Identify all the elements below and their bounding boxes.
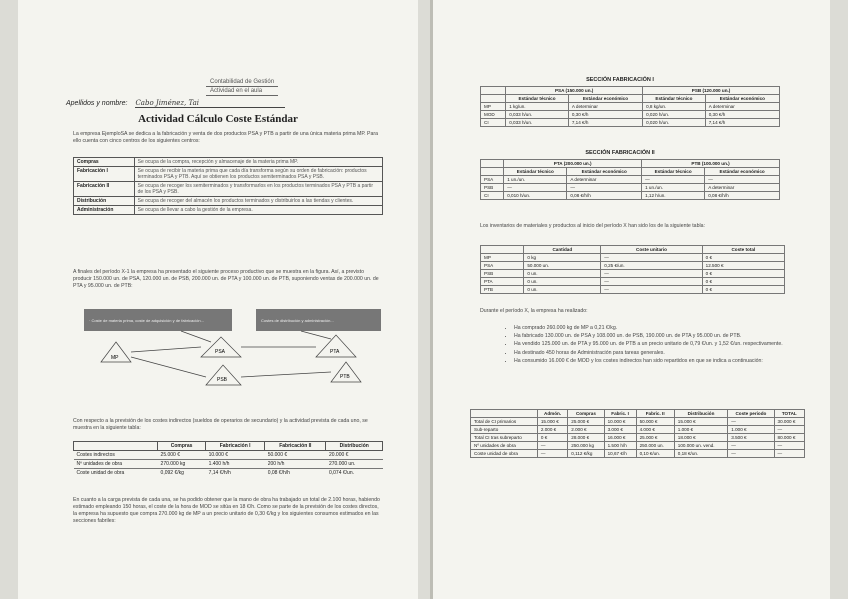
page-edge [430,0,433,599]
standard-header: Estándar técnico [506,95,569,103]
table-cell: — [537,442,567,450]
table-cell: 1.000 € [728,426,774,434]
standard-header: Estándar técnico [643,95,706,103]
name-value: Cabo Jiménez, Tai [135,99,285,108]
table-row [481,111,780,119]
table-row [74,469,383,478]
column-header: Coste periodo [728,410,774,418]
table-cell: 0,020 h/un. [643,119,706,127]
table-cell: 3.000 € [604,426,636,434]
subheader-corner [481,95,506,103]
table-cell: 0 € [702,278,784,286]
row-label: MOD [481,111,506,119]
table-cell: 4.000 € [636,426,674,434]
department-desc: Se ocupa de recibir la materia prima que cada día transforma según su orden de fabricación: productos terminados PSA y PTB. Aquí se obtienen los productos semiterminados PSA y PSB. [134,167,382,182]
table-cell: 3.500 € [728,434,774,442]
edge-mp-psb [131,357,206,377]
sec2-corner [481,160,504,168]
department-desc: Se ocupa de recoger del almacén los productos terminados y distribuirlos a las tiendas y clientes. [134,197,382,206]
table-cell: 0,8 kg/un. [643,103,706,111]
row-label: PSA [481,262,524,270]
table-cell: 0,30 €/h [568,111,642,119]
final-table [470,409,805,458]
table-row [481,176,780,184]
table-cell: 250.000 un. [636,442,674,450]
department-desc: Se ocupa de llevar a cabo la gestión de la empresa. [134,206,382,215]
sec2-group-pta: PTA (200.000 un.) [504,160,642,168]
table-cell: 1.000 € [674,426,728,434]
column-header [74,442,158,451]
table-cell: 0 un. [524,286,601,294]
table-cell: 15.000 € [537,418,567,426]
edge-mp-psa [131,347,201,352]
page-left [18,0,418,599]
table-cell: 25.000 € [636,434,674,442]
row-label: CI [481,119,506,127]
sec1-title: SECCIÓN FABRICACIÓN I [586,77,654,83]
column-header: TOTAL [774,410,804,418]
table-cell: 7,14 €/h [705,119,779,127]
table-cell: 2.000 € [537,426,567,434]
table-cell: 1 kg/un. [506,103,569,111]
table-row [481,278,785,286]
table-cell: — [728,442,774,450]
page-right [430,0,830,599]
table-cell: 200 h/h [265,460,326,469]
table-cell: — [537,450,567,458]
diagram-intro: A finales del período X-1 la empresa ha presentado el siguiente proceso productivo que se muestra en la figura. Así, a previsto producir 150.000 un. de PSA, 120.000 un. de PSB, 200.000 un. de PTA y 100.000 un. de PTB, suponiendo ventas de 200.000 un. de PTA y 95.000 un. de PTB: [73,269,379,289]
table-cell: — [705,176,780,184]
row-label: Total CI tras subreparto [471,434,538,442]
column-header: Distribución [674,410,728,418]
department-name: Compras [74,158,135,167]
table-cell: 0,25 €/un. [601,262,702,270]
intro-paragraph: La empresa EjemploSA se dedica a la fabricación y venta de dos productos PSA y PTB a partir de una única materia prima MP. Para ello cuenta con cinco centros de los siguientes centros: [73,131,378,144]
table-row [481,270,785,278]
department-name: Distribución [74,197,135,206]
standard-header: Estándar económico [568,95,642,103]
cost-intro: Con respecto a la previsión de los costes indirectos (sueldos de operarios de secundario) y la actividad prevista de cada uno, se muestra en la siguiente tabla: [73,418,368,431]
list-item: • Ha fabricado 130.000 un. de PSA y 108.000 un. de PSB, 190.000 un. de PTA y 95.000 un. de PTB. [514,332,804,340]
table-cell: 2.000 € [568,426,604,434]
table-cell: 0,08 €/h/h [265,469,326,478]
table-cell: 28.000 € [568,434,604,442]
table-cell: 0,30 €/h [705,111,779,119]
diagram-box-left-text: · Coste de materia prima, coste de adquisición y de fabricación... [89,318,204,323]
table-cell: 50.000 € [265,451,326,460]
table-cell: 30.000 € [774,418,804,426]
table-cell: 1,12 h/un. [642,192,705,200]
table-row [481,184,780,192]
table-cell: 0,08 €/h/h [567,192,642,200]
node-pta-label: PTA [330,349,340,355]
standard-header: Estándar económico [567,168,642,176]
table-row [481,119,780,127]
table-cell: 50.000 un. [524,262,601,270]
node-psb-label: PSB [217,377,228,383]
table-cell: 0,10 €/un. [636,450,674,458]
table-cell: 10.000 € [604,418,636,426]
list-item: • Ha consumido 16.000 € de MOD y los costes indirectos han sido repartidos en que se indica a continuación: [514,357,804,365]
table-row [471,426,805,434]
table-cell: 0,010 h/un. [504,192,567,200]
diagram-box-right-text: Costes de distribución y administración... [261,318,334,323]
table-cell: 0,033 h/un. [506,111,569,119]
row-label: Sub-reparto [471,426,538,434]
departments-table [73,157,383,215]
table-cell: — [774,442,804,450]
sec1-group-psb: PSB (120.000 un.) [643,87,780,95]
cost-table [73,441,383,477]
header-subject: Contabilidad de Gestión [206,78,278,87]
inventory-table [480,245,785,294]
table-row [471,418,805,426]
footer-paragraph: En cuanto a la carga prevista de cada una, se ha podido obtener que la mano de obra ha trabajado un total de 2.100 horas, habiendo estimado empleando 150 horas, el coste de la hora de MOD se sitúa en 18 €/h. Como se parte de la previsión de los costes directos, la empresa ha supuesto que compra 270.000 kg de MP a un precio unitario de 0,30 €/kg y los siguientes consumos estimados en las secciones fabriles: [73,497,380,524]
document-header [206,78,278,96]
inventory-intro: Los inventarios de materiales y productos al inicio del período X han sido los de la siguiente tabla: [480,223,705,229]
department-row [74,197,383,206]
row-label: PSA [481,176,504,184]
subheader-row [481,168,780,176]
row-label: MP [481,103,506,111]
row-label: Coste unidad de obra [471,450,538,458]
department-row [74,167,383,182]
column-header [481,246,524,254]
table-cell: 1.400 h/h [206,460,265,469]
table-cell: — [601,278,702,286]
table-row [481,192,780,200]
table-cell: 0,074 €/un. [326,469,383,478]
name-row [66,99,285,108]
table-cell: 0 kg [524,254,601,262]
column-header: Fabric. II [636,410,674,418]
table-cell: — [567,184,642,192]
table-cell: 0,092 €/kg [158,469,206,478]
department-desc: Se ocupa de la compra, recepción y almacenaje de la materia prima MP. [134,158,382,167]
table-cell: 0,08 €/h/h [705,192,780,200]
subheader-corner [481,168,504,176]
table-cell: 0 € [702,270,784,278]
edge-box-pta [301,331,331,339]
row-label: PTB [481,286,524,294]
table-row [74,460,383,469]
column-header [471,410,538,418]
table-row [471,434,805,442]
sec2-title: SECCIÓN FABRICACIÓN II [585,150,655,156]
column-header: Coste unitario [601,246,702,254]
table-cell: 7,14 €/h [568,119,642,127]
list-item: • Ha vendido 125.000 un. de PTA y 95.000 un. de PTB a un precio unitario de 0,79 €/un. y 1,52 €/un. respectivamente. [514,340,804,348]
edge-box-psa [181,331,211,342]
table-cell: 0 € [702,254,784,262]
table-cell: 0,020 h/un. [643,111,706,119]
subheader-row [481,95,780,103]
node-ptb-label: PTB [340,374,350,380]
table-cell: 0,112 €/kg [568,450,604,458]
node-psa-label: PSA [215,349,226,355]
sec1-group-psa: PSA (150.000 un.) [506,87,643,95]
table-cell: 1 un./un. [504,176,567,184]
table-cell: — [601,270,702,278]
row-label: PTA [481,278,524,286]
table-row [471,442,805,450]
table-cell: A determinar [567,176,642,184]
table-cell: 18.000 € [674,434,728,442]
sec2-group-ptb: PTB (100.000 un.) [642,160,780,168]
table-cell: 10,67 €/h [604,450,636,458]
column-header: Admón. [537,410,567,418]
table-cell: — [728,450,774,458]
column-header: Fabric. I [604,410,636,418]
table-row [471,450,805,458]
table-row [74,451,383,460]
table-cell: 20.000 € [326,451,383,460]
sec1-table [480,86,780,127]
department-row [74,182,383,197]
column-header: Compras [568,410,604,418]
row-label: PSB [481,270,524,278]
standard-header: Estándar económico [705,168,780,176]
row-label: CI [481,192,504,200]
table-row [481,103,780,111]
header-row [74,442,383,451]
period-label: Durante el período X, la empresa ha realizado: [480,308,588,314]
table-cell: 25.000 € [568,418,604,426]
column-header: Coste total [702,246,784,254]
table-row [481,286,785,294]
table-cell: — [601,254,702,262]
sec2-table [480,159,780,200]
table-cell: — [504,184,567,192]
table-cell: 50.000 € [636,418,674,426]
column-header: Compras [158,442,206,451]
column-header: Distribución [326,442,383,451]
department-row [74,206,383,215]
row-label: Nº unidades de obra [471,442,538,450]
table-cell: A determinar [705,103,779,111]
standard-header: Estándar técnico [504,168,567,176]
standard-header: Estándar técnico [642,168,705,176]
row-label: Nº unidades de obra [74,460,158,469]
list-item: • Ha comprado 260.000 kg de MP a 0,21 €/kg. [514,324,804,332]
table-cell: A determinar [568,103,642,111]
table-cell: 15.000 € [674,418,728,426]
department-name: Fabricación II [74,182,135,197]
table-cell: 100.000 un. vend. [674,442,728,450]
row-label: MP [481,254,524,262]
department-name: Administración [74,206,135,215]
table-cell: 16.000 € [604,434,636,442]
table-cell: 0 € [537,434,567,442]
table-row [481,254,785,262]
table-cell: 80.000 € [774,434,804,442]
table-row [481,262,785,270]
column-header: Cantidad [524,246,601,254]
header-activity: Actividad en el aula [206,87,278,96]
row-label: PSB [481,184,504,192]
column-header: Fabricación I [206,442,265,451]
table-cell: 10.000 € [206,451,265,460]
row-label: Coste unidad de obra [74,469,158,478]
department-name: Fabricación I [74,167,135,182]
name-label: Apellidos y nombre: [66,100,128,107]
page-title: Actividad Cálculo Coste Estándar [138,113,298,125]
table-cell: 25.000 € [158,451,206,460]
table-cell: 250.000 kg [568,442,604,450]
table-cell: — [774,426,804,434]
table-cell: — [728,418,774,426]
table-cell: — [642,176,705,184]
node-mp-label: MP [111,355,119,361]
table-cell: 7,14 €/h/h [206,469,265,478]
table-cell: — [774,450,804,458]
column-header: Fabricación II [265,442,326,451]
table-cell: 1 un./un. [642,184,705,192]
row-label: Costes indirectos [74,451,158,460]
table-cell: 1.500 h/h [604,442,636,450]
department-desc: Se ocupa de recoger los semiterminados y transformarlos en los productos terminados PSA y PTB a partir de los PSA y PSB. [134,182,382,197]
table-cell: — [601,286,702,294]
table-cell: 0,033 h/un. [506,119,569,127]
table-cell: 0 un. [524,278,601,286]
sec1-corner [481,87,506,95]
header-row [471,410,805,418]
table-cell: 0 un. [524,270,601,278]
row-label: Total de CI primarios [471,418,538,426]
table-cell: 12.500 € [702,262,784,270]
header-row [481,246,785,254]
standard-header: Estándar económico [705,95,779,103]
table-cell: 270.000 un. [326,460,383,469]
period-bullets [500,324,804,365]
department-row [74,158,383,167]
table-cell: 0 € [702,286,784,294]
table-cell: 270.000 kg [158,460,206,469]
edge-psb-ptb [241,372,331,377]
table-cell: A determinar [705,184,780,192]
list-item: • Ha destinado 450 horas de Administración para tareas generales. [514,349,804,357]
table-cell: 0,18 €/un. [674,450,728,458]
process-diagram [81,307,386,407]
